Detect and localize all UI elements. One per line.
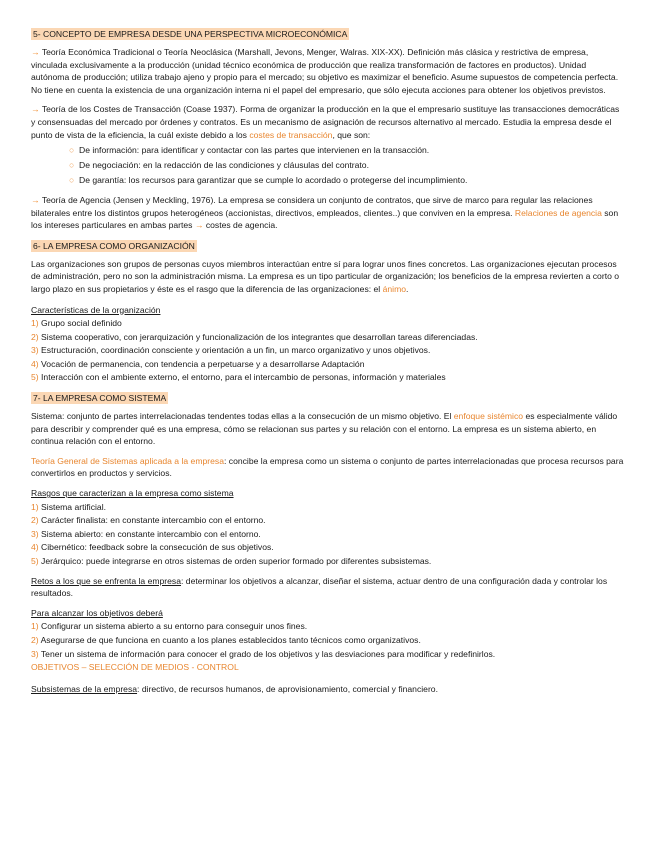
general-systems-theory-paragraph: Teoría General de Sistemas aplicada a la empresa: concibe la empresa como un sistema o conjunto de partes interrelacionadas que procesa recursos para convertirlos en productos y servicios. <box>31 455 624 479</box>
agency-theory-paragraph: → Teoría de Agencia (Jensen y Meckling, 1976). La empresa se considera un conjunto de contratos, que sirve de marco para regular las relaciones bilaterales entre los distintos grupos heterogéneos (accionistas, directivos, empleados, clientes..) que conviven en la empresa. Relaciones de agencia son los intereses particulares en ambas partes → costes de agencia. <box>31 194 619 231</box>
systemic-approach-term: enfoque sistémico <box>453 411 524 422</box>
list-item: ○ De información: para identificar y contactar con las partes que intervienen en la transacción. <box>69 145 430 156</box>
organization-characteristics-list <box>31 317 625 384</box>
objectives-footer: OBJETIVOS – SELECCIÓN DE MEDIOS - CONTROL <box>31 662 239 673</box>
list-item: 2) Asegurarse de que funciona en cuanto a los planes establecidos tanto técnicos como organizativos. <box>31 634 421 645</box>
list-item: 5) Interacción con el ambiente externo, el entorno, para el intercambio de personas, información y materiales <box>31 372 446 383</box>
list-item: 3) Sistema abierto: en constante intercambio con el entorno. <box>31 528 261 539</box>
organization-characteristics-title: Características de la organización <box>31 304 161 315</box>
agency-relations-term: Relaciones de agencia <box>514 207 602 218</box>
list-item: 2) Carácter finalista: en constante intercambio con el entorno. <box>31 515 266 526</box>
list-item: 1) Grupo social definido <box>31 318 122 329</box>
organization-paragraph: Las organizaciones son grupos de personas cuyos miembros interactúan entre sí para lograr unos fines concretos. Las organizaciones ejecutan procesos de administración, pero no son la administración misma. La empresa es un tipo particular de organización; los beneficios de la empresa revierten a corto o largo plazo en sus propietarios y éste es el rasgo que la diferencia de las organizaciones: el ánimo. <box>31 258 620 294</box>
transaction-costs-list <box>69 144 625 187</box>
list-item: 4) Cibernético: feedback sobre la consecución de sus objetivos. <box>31 542 274 553</box>
circle-bullet-icon: ○ <box>69 160 75 171</box>
list-item: 5) Jerárquico: puede integrarse en otros sistemas de orden superior formado por diferentes subsistemas. <box>31 556 432 566</box>
section-7-heading: 7- LA EMPRESA COMO SISTEMA <box>33 393 167 404</box>
section-6 <box>31 240 625 384</box>
section-7 <box>31 392 625 695</box>
arrow-icon: → <box>31 47 40 57</box>
challenges-title: Retos a los que se enfrenta la empresa <box>31 575 182 586</box>
list-item: ○ De garantía: los recursos para garantizar que se cumple lo acordado o protegerse del incumplimiento. <box>69 175 468 186</box>
transaction-costs-paragraph: → Teoría de los Costes de Transacción (Coase 1937). Forma de organizar la producción en la que el empresario sustituye las transacciones democráticas y consensuadas del mercado por órdenes y contratos. Es un mecanismo de asignación de recursos alternativo al mercado. Estudia la empresa desde el punto de vista de la eficiencia, la cuál existe debido a los costes de transacción, que son: <box>31 104 620 140</box>
subsystems-paragraph: Subsistemas de la empresa: directivo, de recursos humanos, de aprovisionamiento, comercial y financiero. <box>31 683 438 694</box>
section-6-heading: 6- LA EMPRESA COMO ORGANIZACIÓN <box>33 240 195 251</box>
objectives-list <box>31 620 625 660</box>
arrow-icon: → <box>31 194 40 205</box>
circle-bullet-icon: ○ <box>69 175 75 186</box>
animo-term: ánimo <box>382 283 407 294</box>
circle-bullet-icon: ○ <box>69 145 75 156</box>
section-5-heading: 5- CONCEPTO DE EMPRESA DESDE UNA PERSPECTIVA MICROECONÓMICA <box>33 29 348 39</box>
arrow-icon: → <box>194 220 204 231</box>
list-item: 1) Sistema artificial. <box>31 501 106 512</box>
list-item: ○ De negociación: en la redacción de las condiciones y cláusulas del contrato. <box>69 160 369 171</box>
subsystems-title: Subsistemas de la empresa <box>31 683 138 694</box>
transaction-costs-term: costes de transacción <box>249 129 333 140</box>
list-item: 3) Estructuración, coordinación consciente y orientación a un fin, un marco organizativo y unos objetivos. <box>31 345 431 356</box>
system-definition-paragraph: Sistema: conjunto de partes interrelacionadas tendentes todas ellas a la consecución de un mismo objetivo. El enfoque sistémico es especialmente válido para describir y comprender qué es una empresa, cómo se relacionan sus partes y su relación con el entorno. La empresa es un sistema abierto, en continua relación con el entorno. <box>31 411 618 447</box>
general-systems-theory-term: Teoría General de Sistemas aplicada a la empresa <box>31 455 224 466</box>
list-item: 2) Sistema cooperativo, con jerarquización y funcionalización de los integrantes que desarrollan tareas diferenciadas. <box>31 331 478 342</box>
list-item: 3) Tener un sistema de información para conocer el grado de los objetivos y las desviaciones para modificar y redefinirlos. <box>31 648 496 659</box>
section-5 <box>31 28 625 232</box>
objectives-title: Para alcanzar los objetivos deberá <box>31 607 163 618</box>
arrow-icon: → <box>31 104 40 115</box>
neoclassical-theory-paragraph: → Teoría Económica Tradicional o Teoría Neoclásica (Marshall, Jevons, Menger, Walras. XIX-XX). Definición más clásica y restrictiva de empresa, vinculada exclusivamente a la producción (unidad técnico económica de producción que realiza transformación de factores en productos). Unidad autónoma de producción; utiliza trabajo ajeno y propio para el mercado; su objetivo es maximizar el beneficio. Asume supuestos de competencia perfecta. No tiene en cuenta la existencia de una organización interna ni el papel del empresario, que sólo ejecuta acciones para obtener los objetivos previstos. <box>31 47 619 95</box>
system-traits-list <box>31 501 625 568</box>
challenges-paragraph: Retos a los que se enfrenta la empresa: determinar los objetivos a alcanzar, diseñar el sistema, actuar dentro de una configuración dada y controlar los resultados. <box>31 575 608 599</box>
system-traits-title: Rasgos que caracterizan a la empresa como sistema <box>31 488 234 499</box>
list-item: 4) Vocación de permanencia, con tendencia a perpetuarse y a desarrollarse Adaptación <box>31 358 365 369</box>
list-item: 1) Configurar un sistema abierto a su entorno para conseguir unos fines. <box>31 621 308 632</box>
